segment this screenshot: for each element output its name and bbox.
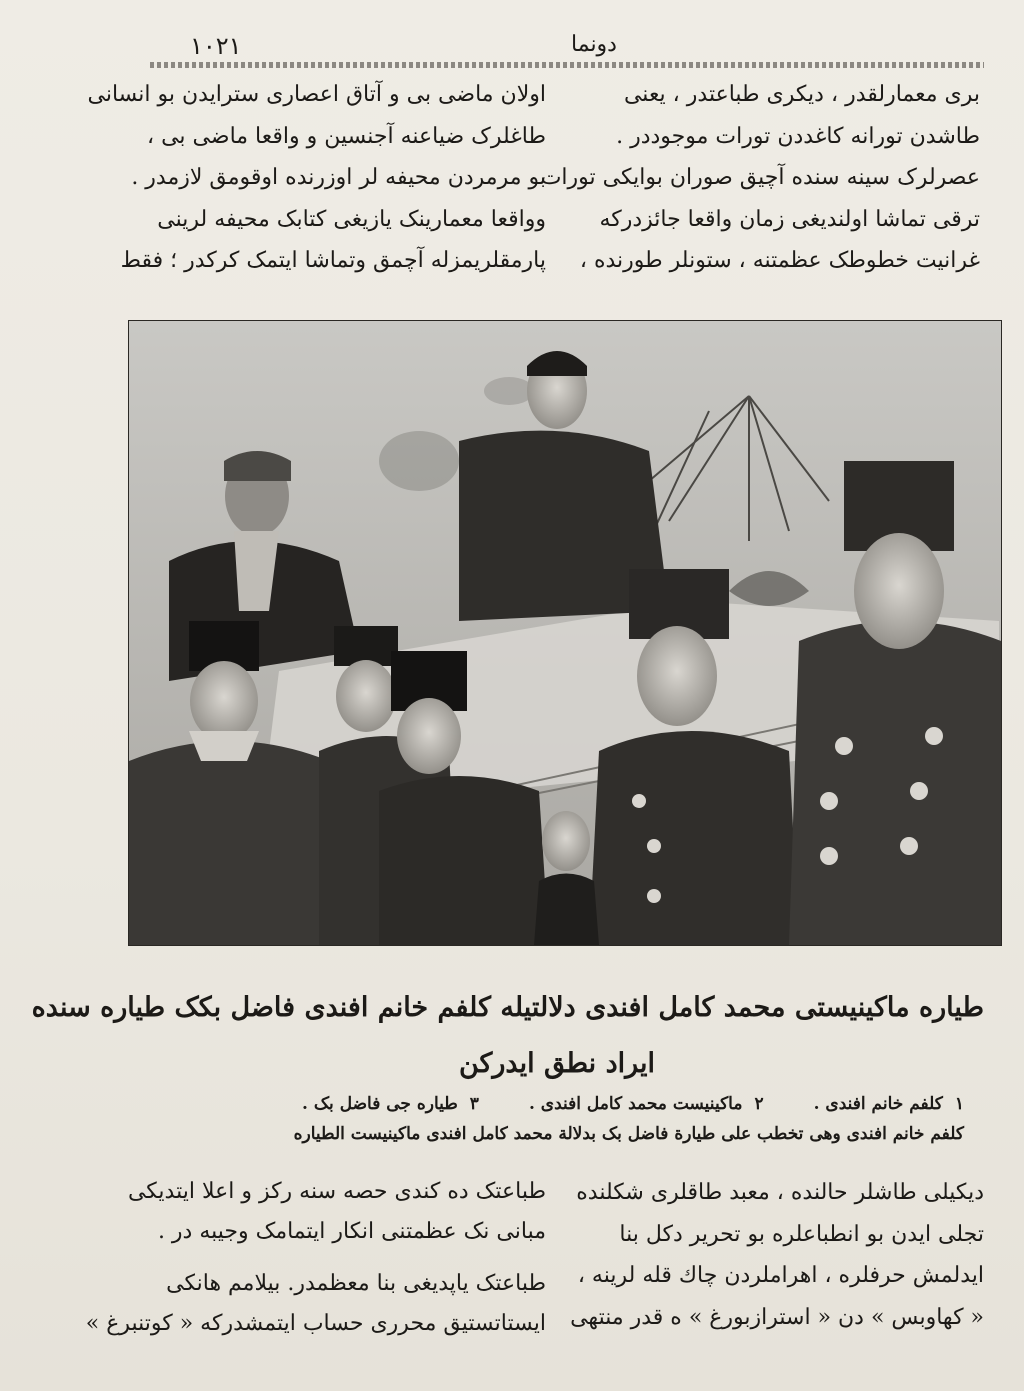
text-line: عصرلرک سینه سنده آچیق صوران بوایکی تورات bbox=[540, 165, 980, 190]
text-line: ایدلمش حرفلره ، اهراملردن چاك قله لرینه ، bbox=[577, 1263, 984, 1288]
caption-list bbox=[160, 1094, 964, 1122]
caption-item: ٣طیاره جی فاضل بک . bbox=[302, 1094, 479, 1114]
text-line: وواقعا معمارینک یازیغی کتابک محیفه لرینی bbox=[157, 206, 546, 232]
text-line: تجلی ایدن بو انطباعلره بو تحریر دکل بنا bbox=[619, 1221, 984, 1247]
caption-title-line: طیاره ماکینیستی محمد کامل افندی دلالتیله کلفم خانم افندی فاضل بکک طیاره سنده bbox=[31, 992, 984, 1023]
text-line: طباعتک یاپدیغی بنا معظمدر. بیلامم هانکی bbox=[166, 1271, 546, 1296]
top-right-column bbox=[540, 74, 980, 282]
text-line: طاشدن تورانه کاغددن تورات موجوددر . bbox=[616, 123, 980, 149]
caption-note: کلفم خانم افندی وهی تخطب علی طیارة فاضل بک بدلالة محمد کامل افندی ماکینیست الطیاره bbox=[293, 1124, 964, 1144]
header-rule bbox=[150, 62, 984, 68]
text-line: طاغلرک ضیاعنه آجنسین و واقعا ماضی بی ، bbox=[147, 123, 546, 149]
text-line: اولان ماضی بی و آتاق اعصاری سترایدن بو انسانی bbox=[87, 82, 546, 107]
page-header bbox=[130, 28, 984, 68]
photo-illustration bbox=[129, 321, 1001, 945]
caption-item: ١کلفم خانم افندی . bbox=[813, 1094, 964, 1114]
page-number: ١٠٢١ bbox=[190, 32, 242, 60]
caption-title-line: ایراد نطق ایدرکن bbox=[458, 1048, 656, 1079]
text-line: طباعتک ده کندی حصه سنه رکز و اعلا ایتدیکی bbox=[127, 1179, 546, 1204]
bottom-right-column bbox=[570, 1172, 984, 1338]
text-line: ایستاتستیق محرری حساب ایتمشدرکه « کوتنبرغ » bbox=[85, 1311, 546, 1336]
text-line: مبانی نک عظمتنی انکار ایتمامک وجیبه در . bbox=[157, 1219, 546, 1244]
bottom-left-column bbox=[85, 1172, 546, 1344]
photograph-image bbox=[128, 320, 1002, 946]
top-left-column bbox=[87, 74, 546, 282]
text-line: دیکیلی طاشلر حالنده ، معبد طاقلری شکلنده bbox=[576, 1180, 984, 1205]
caption-items bbox=[160, 1094, 964, 1114]
caption-item: ٢ماکینیست محمد کامل افندی . bbox=[528, 1094, 764, 1114]
caption-title bbox=[31, 980, 984, 1092]
text-line: ترقی تماشا اولندیغی زمان واقعا جائزدرکه bbox=[599, 206, 980, 232]
text-line: پارمقلریمزله آچمق وتماشا ایتمک کرکدر ؛ فقط bbox=[120, 248, 546, 273]
text-line: بو مرمردن محیفه لر اوزرنده اوقومق لازمدر . bbox=[131, 165, 546, 190]
text-line: بری معمارلقدر ، دیکری طباعتدر ، یعنی bbox=[623, 82, 980, 107]
text-line: « کهاوبس » دن « استرازبورغ » ه قدر منتهی bbox=[570, 1304, 984, 1330]
text-line: غرانیت خطوطک عظمتنه ، ستونلر طورنده ، bbox=[579, 248, 980, 273]
running-title: دونما bbox=[571, 32, 617, 57]
